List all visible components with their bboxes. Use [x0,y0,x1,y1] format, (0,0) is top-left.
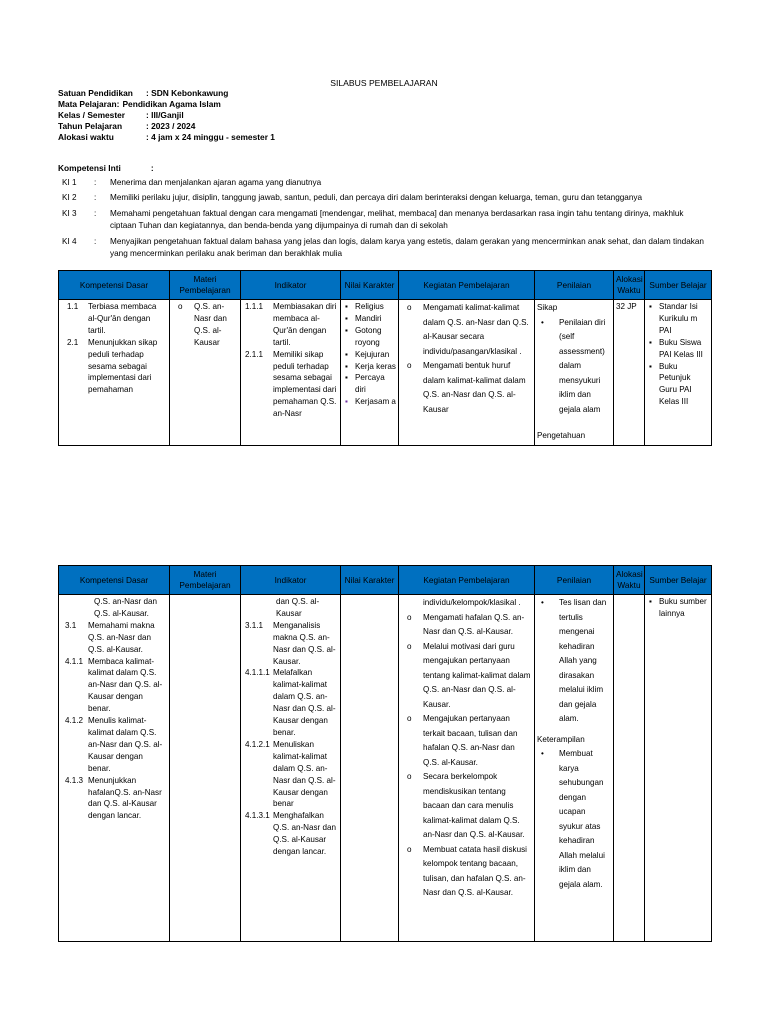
kegiatan-item: o Mengajukan pertanyaan terkait bacaan, tulisan dan hafalan Q.S. an-Nasr dan Q.S. al-Kausar. [407,714,518,767]
alokasi-cell: 32 JP [614,300,645,446]
kegiatan-item: o Mengamati kalimat-kalimat dalam Q.S. an-Nasr dan Q.S. al-Kausar secara individu/pasangan/klasikal . [407,303,529,356]
sumber-cell [645,595,712,942]
ki-row: KI 3 : Memahami pengetahuan faktual dengan cara mengamati [mendengar, melihat, membaca] dan menanya berdasarkan rasa ingin tahu tentang dirinya, makhluk ciptaan Tuhan dan kegiatannya, dan benda-benda yang dijumpainya di rumah dan di sekolah [62,208,684,231]
header-sumber: Sumber Belajar [645,271,712,300]
info-row-alokasi: Alokasi waktu : 4 jam x 24 minggu - semester 1 [58,132,275,142]
indikator-cell [241,300,341,446]
header-penilaian: Penilaian [535,566,614,595]
header-nilai-karakter: Nilai Karakter [341,566,399,595]
info-row-kelas: Kelas / Semester : III/Ganjil [58,110,184,120]
nilai-item: ▪ Mandiri [345,313,382,323]
nilai-item: ▪ Kerja keras [345,361,396,371]
penilaian-item: • Tes lisan dan tertulis mengenai kehadiran Allah yang dirasakan melalui iklim dan gejala alam. [541,598,607,723]
nilai-item: ▪ Kerjasam a [345,397,396,407]
table-header-row [59,566,712,595]
nilai-cell [341,595,399,942]
table-row [59,300,712,446]
penilaian-cell [535,300,614,446]
indikator-item: 2.1.1 Memiliki sikap peduli terhadap sesama sebagai implementasi dari pemahaman Q.S. an-Nasr [245,349,337,419]
ki-row: KI 4 : Menyajikan pengetahuan faktual dalam bahasa yang jelas dan logis, dalam karya yang estetis, dalam gerakan yang mencerminkan anak sehat, dan dalam tindakan yang mencerminkan perilaku anak beriman dan berakhlak mulia [62,236,704,259]
header-materi: Materi Pembelajaran [170,271,241,300]
nilai-item: ▪ Religius [345,302,384,311]
info-row-mapel: Mata Pelajaran: Pendidikan Agama Islam [58,99,221,109]
indikator-item: 1.1.1 Membiasakan diri membaca al-Qur'ān dengan tartil. [245,302,337,347]
kegiatan-continuation: individu/kelompok/klasikal . [423,598,521,607]
info-row-satuan: Satuan Pendidikan : SDN Kebonkawung [58,88,229,98]
indikator-item: 4.1.1.1 Melafalkan kalimat-kalimat dalam Q.S. an-Nasr dan Q.S. al-Kausar dengan benar. [245,668,336,737]
table-row [59,595,712,942]
header-materi: Materi Pembelajaran [170,566,241,595]
kd-item: 1.1 Terbiasa membaca al-Qur'ān dengan tartil. [67,302,157,335]
penilaian-heading: Pengetahuan [537,431,586,440]
header-alokasi: Alokasi Waktu [614,566,645,595]
nilai-cell [341,300,399,446]
header-penilaian: Penilaian [535,271,614,300]
document-title: SILABUS PEMBELAJARAN [330,78,438,88]
ki-row: KI 2 : Memiliki perilaku jujur, disiplin, tanggung jawab, santun, peduli, dan percaya diri dalam berinteraksi dengan keluarga, teman, guru dan tetangganya [62,193,643,203]
kd-item: 4.1.1 Membaca kalimat-kalimat dalam Q.S. an-Nasr dan Q.S. al-Kausar dengan benar. [65,656,163,714]
kd-item: 2.1 Menunjukkan sikap peduli terhadap sesama sebagai implementasi dari pemahaman [67,337,158,395]
kegiatan-item: o Membuat catata hasil diskusi kelompok tentang bacaan, tulisan, dan hafalan Q.S. an-Nasr dan Q.S. al-Kausar. [407,844,527,897]
penilaian-heading: Keterampilan [537,734,585,744]
ki-list [62,177,712,263]
sumber-item: ▪ Standar Isi Kurikulu m PAI [649,302,698,335]
kegiatan-item: o Secara berkelompok mendiskusikan tentang bacaan dan cara menulis kalimat-kalimat dalam Q.S. an-Nasr dan Q.S. al-Kausar. [407,772,525,839]
header-indikator: Indikator [241,566,341,595]
kegiatan-item: o Mengamati bentuk huruf dalam kalimat-kalimat dalam Q.S. an-Nasr dan Q.S. al-Kausar [407,361,526,414]
header-kegiatan: Kegiatan Pembelajaran [399,566,535,595]
sumber-item: ▪ Buku Petunjuk Guru PAI Kelas III [649,361,692,407]
kd-cell [59,595,170,942]
nilai-item: ▪ Kejujuran [345,349,390,359]
kegiatan-item: o Mengamati hafalan Q.S. an-Nasr dan Q.S. al-Kausar. [407,612,525,636]
indikator-continuation: dan Q.S. al-Kausar [276,597,320,618]
ki-row: KI 1 : Menerima dan menjalankan ajaran agama yang dianutnya [62,178,322,187]
penilaian-item: • Penilaian diri (self assessment) dalam mensyukuri iklim dan gejala alam [541,317,606,414]
header-kompetensi-dasar: Kompetensi Dasar [59,566,170,595]
ki-heading: Kompetensi Inti : [58,163,154,173]
kegiatan-item: o Melalui motivasi dari guru mengajukan pertanyaan tentang kalimat-kalimat dalam Q.S. an-Nasr dan Q.S. al-Kausar. [407,641,531,709]
nilai-item: ▪ Percaya diri [345,373,385,395]
header-kompetensi-dasar: Kompetensi Dasar [59,271,170,300]
alokasi-cell [614,595,645,942]
materi-item: o Q.S. an-Nasr dan Q.S. al-Kausar [178,302,227,347]
sumber-item: ▪ Buku Siswa PAI Kelas III [649,337,703,359]
indikator-item: 3.1.1 Menganalisis makna Q.S. an-Nasr dan Q.S. al-Kausar. [245,620,336,666]
indikator-cell [241,595,341,942]
penilaian-item: • Membuat karya sehubungan dengan ucapan syukur atas kehadiran Allah melalui iklim dan gejala alam. [541,749,605,889]
header-sumber: Sumber Belajar [645,566,712,595]
kd-item: 4.1.2 Menulis kalimat-kalimat dalam Q.S. an-Nasr dan Q.S. al-Kausar dengan benar. [65,716,163,773]
kd-cell [59,300,170,446]
penilaian-heading: Sikap [537,303,558,312]
kegiatan-cell [399,300,535,446]
identity-block [58,88,458,143]
table-header-row [59,271,712,300]
syllabus-table-1 [58,270,712,446]
penilaian-cell [535,595,614,942]
materi-cell [170,300,241,446]
kd-continuation: Q.S. an-Nasr dan Q.S. al-Kausar. [94,597,157,618]
kd-item: 3.1 Memahami makna Q.S. an-Nasr dan Q.S. al-Kausar. [65,620,155,654]
kd-item: 4.1.3 Menunjukkan hafalanQ.S. an-Nasr dan Q.S. al-Kausar dengan lancar. [65,775,162,821]
header-kegiatan: Kegiatan Pembelajaran [399,271,535,300]
header-alokasi: Alokasi Waktu [614,271,645,300]
info-row-tahun: Tahun Pelajaran : 2023 / 2024 [58,121,196,131]
kegiatan-cell [399,595,535,942]
sumber-cell [645,300,712,446]
nilai-item: ▪ Gotong royong [345,325,382,347]
header-nilai-karakter: Nilai Karakter [341,271,399,300]
sumber-item: ▪ Buku sumber lainnya [649,597,707,618]
materi-cell [170,595,241,942]
header-indikator: Indikator [241,271,341,300]
indikator-item: 4.1.3.1 Menghafalkan Q.S. an-Nasr dan Q.S. al-Kausar dengan lancar. [245,811,336,857]
syllabus-table-2 [58,565,712,942]
indikator-item: 4.1.2.1 Menuliskan kalimat-kalimat dalam Q.S. an-Nasr dan Q.S. al-Kausar dengan benar [245,739,336,809]
